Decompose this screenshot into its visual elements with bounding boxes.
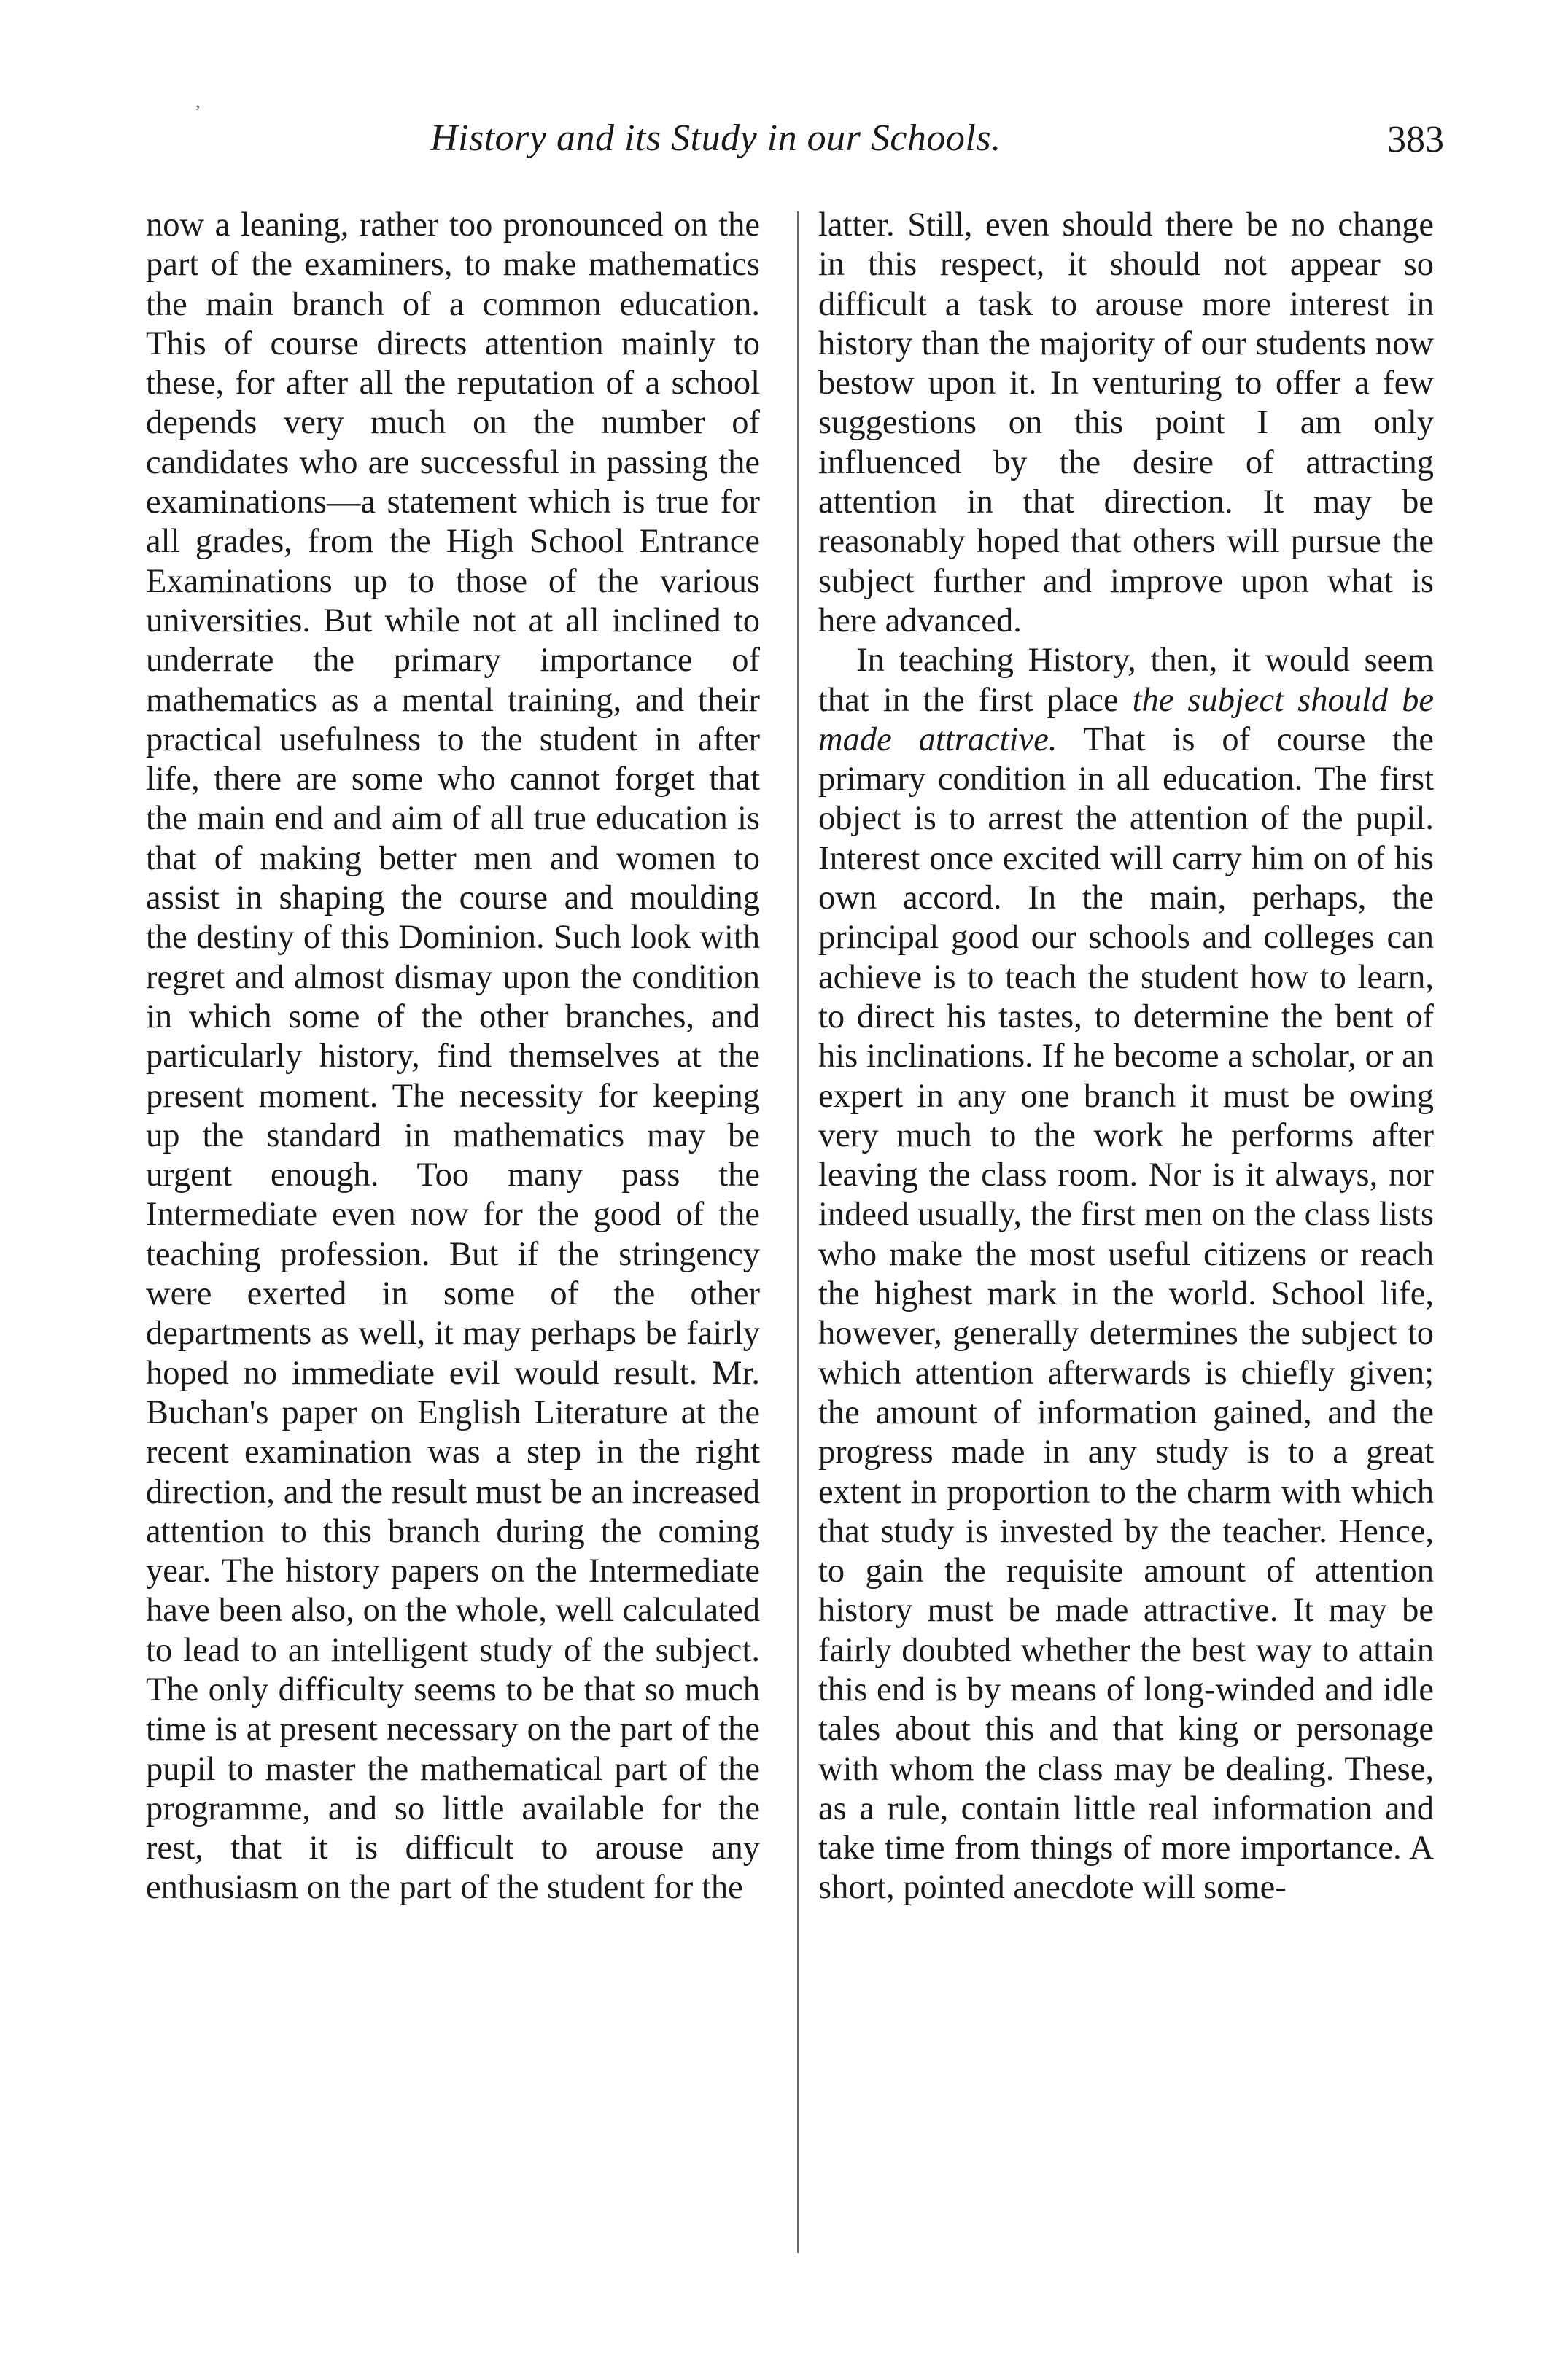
paragraph-2-end: That is of course the primary condition in all education. The first object is to arrest the attention of the pupil. Interest once excited will carry him on of his own accord. In the main, perhaps, the principal good our schools and colleges can achieve is to teach the student how to learn, to direct his tastes, to determine the bent of his inclinations. If he become a scholar, or an expert in any one branch it must be owing very much to the work he performs after leaving the class room. Nor is it always, nor indeed usually, the first men on the class lists who make the most useful citizens or reach the highest mark in the world. School life, however, generally determines the subject to which attention afterwards is chiefly given; the amount of information gained, and the progress made in any study is to a great extent in proportion to the charm with which that study is invested by the teacher. Hence, to gain the requisite amount of attention history must be made attractive. It may be fairly doubted whether the best way to attain this end is by means of long-winded and idle tales about this and that king or personage with whom the class may be dealing. These, as a rule, contain little real information and take time from things of more importance. A short, pointed anecdote will some- — [818, 720, 1434, 1907]
paragraph-2-start: In teaching History, then, it would seem that in the first place — [818, 642, 1434, 719]
page-number: 383 — [1387, 119, 1444, 160]
running-title: History and its Study in our Schools. — [430, 117, 1001, 159]
left-column — [146, 206, 760, 1908]
left-paragraph: now a leaning, rather too pronounced on the part of the examiners, to make mathematics the main branch of a common education. This of course directs attention mainly to these, for after all the reputation of a school depends very much on the number of candidates who are successful in passing the examinations—a statement which is true for all grades, from the High School Entrance Examinations up to those of the various universities. But while not at all inclined to underrate the primary importance of mathematics as a mental training, and their practical usefulness to the student in after life, there are some who cannot forget that the main end and aim of all true education is that of making better men and women to assist in shaping the course and moulding the destiny of this Dominion. Such look with regret and almost dismay upon the condition in which some of the other branches, and particularly history, find themselves at the present moment. The necessity for keeping up the standard in mathematics may be urgent enough. Too many pass the Intermediate even now for the good of the teaching profession. But if the stringency were exerted in some of the other departments as well, it may perhaps be fairly hoped no immediate evil would result. Mr. Buchan's paper on English Literature at the recent examination was a step in the right direction, and the result must be an increased attention to this branch during the coming year. The history papers on the Intermediate have been also, on the whole, well calculated to lead to an intelligent study of the subject. The only difficulty seems to be that so much time is at present necessary on the part of the pupil to master the mathematical part of the programme, and so little available for the rest, that it is difficult to arouse any enthusiasm on the part of the student for the — [146, 206, 760, 1907]
stray-ink-mark: , — [195, 90, 201, 112]
right-paragraph-1: latter. Still, even should there be no change in this respect, it should not appear so difficult a task to arouse more interest in history than the majority of our students now bestow upon it. In venturing to offer a few suggestions on this point I am only influenced by the desire of attracting attention in that direction. It may be reasonably hoped that others will pursue the subject further and improve upon what is here advanced. — [818, 206, 1434, 639]
right-column — [818, 206, 1434, 1908]
emphasized-phrase: the subject should be made attractive. — [818, 681, 1434, 758]
right-paragraph-2 — [818, 641, 1434, 1908]
running-header — [430, 117, 1466, 168]
column-divider — [797, 211, 799, 2253]
